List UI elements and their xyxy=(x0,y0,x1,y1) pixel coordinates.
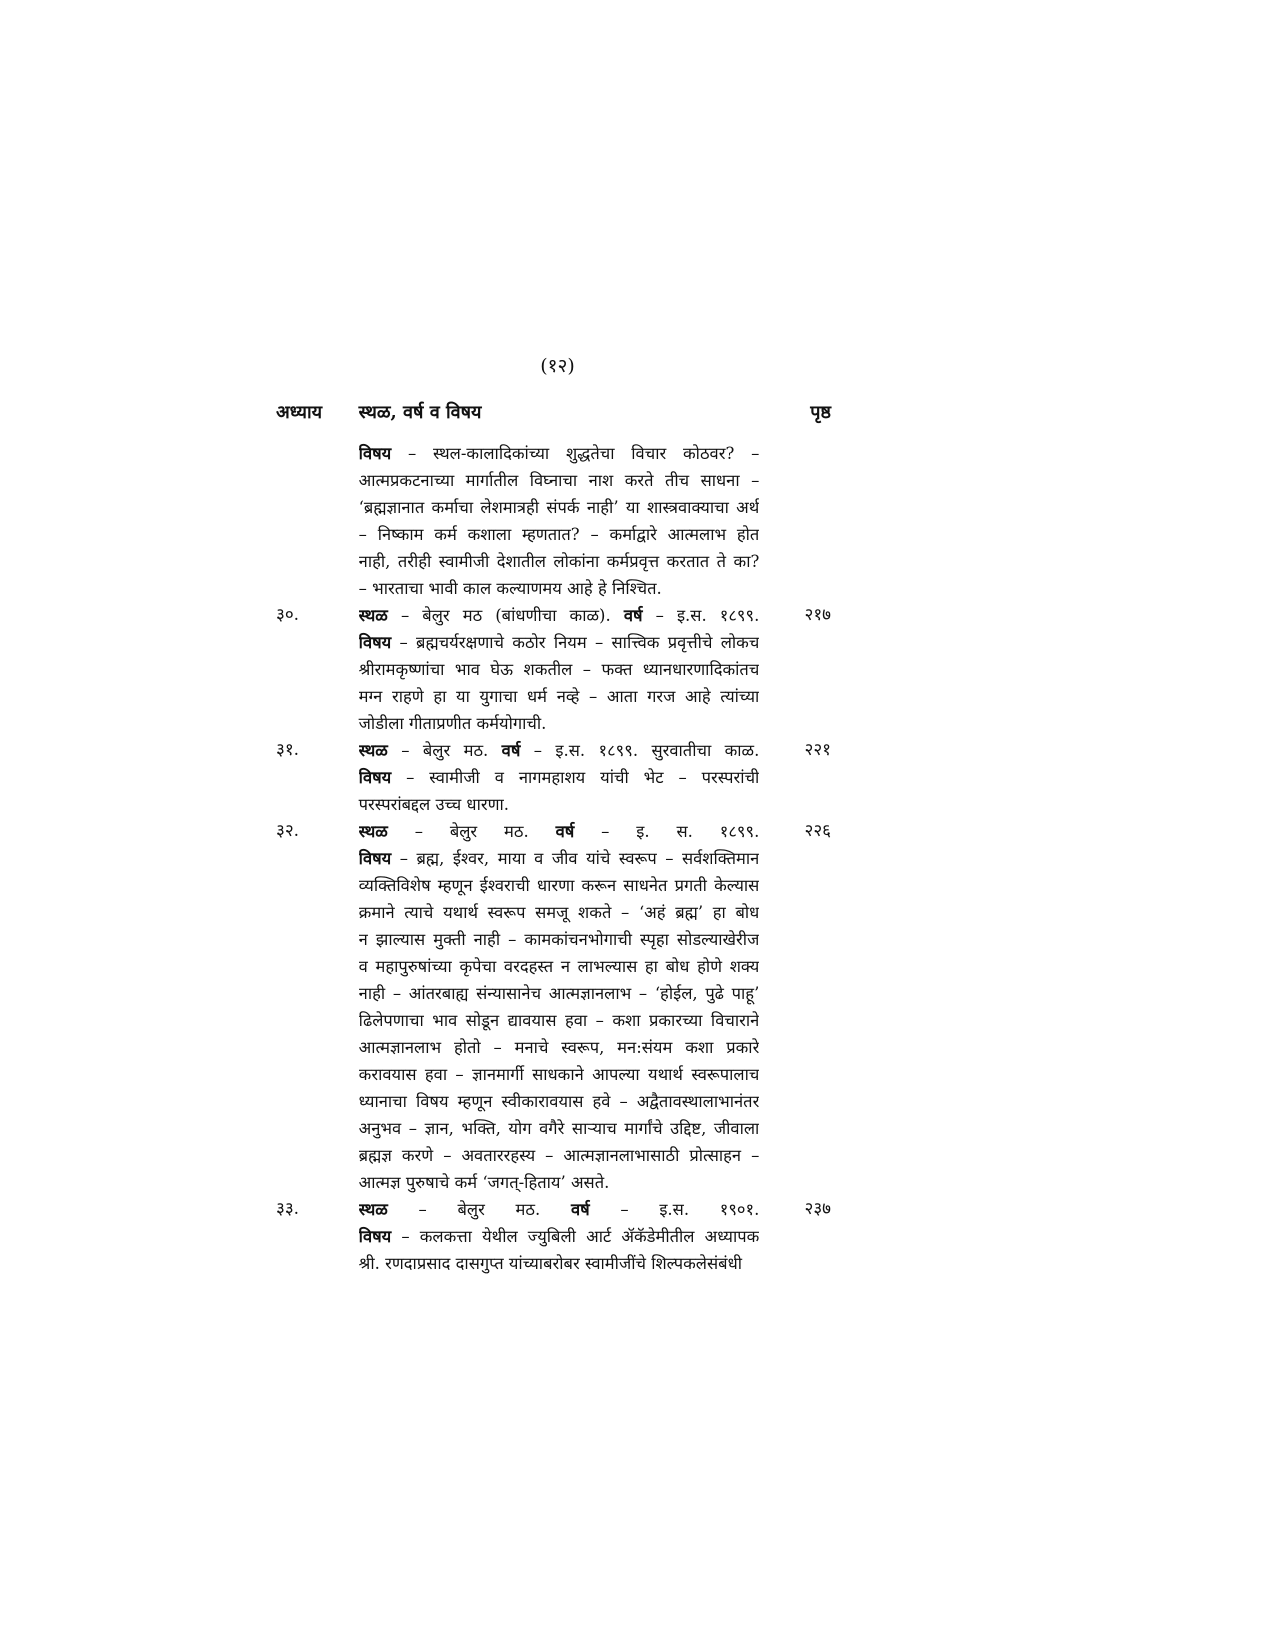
line-text: – ब्रह्म, ईश्वर, माया व जीव यांचे स्वरूप – सर्वशक्तिमान xyxy=(391,849,760,868)
field-label: स्थळ xyxy=(358,606,388,625)
entry-description xyxy=(349,737,760,818)
field-label: वर्ष xyxy=(501,741,521,760)
field-label: वर्ष xyxy=(623,606,643,625)
field-label: वर्ष xyxy=(555,822,575,841)
entry-line xyxy=(359,521,760,548)
line-text: – इ.स. १८९९. सुरवातीचा काळ. xyxy=(520,741,760,760)
entry-line xyxy=(359,683,760,710)
page-reference: २१७ xyxy=(804,605,832,625)
line-text: – बेलुर मठ. xyxy=(387,1200,571,1219)
line-text: ध्यानाचा विषय म्हणून स्वीकारावयास हवे – अद्वैतावस्थालाभानंतर xyxy=(358,1092,760,1111)
field-label: विषय xyxy=(358,1227,392,1246)
toc-entry xyxy=(276,1196,831,1277)
entry-line xyxy=(359,872,760,899)
entry-line xyxy=(359,710,760,737)
page-reference: २३७ xyxy=(804,1199,832,1219)
line-text: – इ.स. १९०१. xyxy=(589,1200,760,1219)
line-text: नाही, तरीही स्वामीजी देशातील लोकांना कर्मप्रवृत्त करतात ते का? xyxy=(358,552,760,571)
entry-line xyxy=(359,1088,760,1115)
entry-line xyxy=(359,737,760,764)
entry-line xyxy=(359,1223,760,1250)
chapter-number: ३३. xyxy=(276,1199,300,1219)
field-label: विषय xyxy=(358,849,392,868)
entry-line xyxy=(359,1007,760,1034)
entry-line xyxy=(359,1196,760,1223)
line-text: – इ. स. १८९९. xyxy=(574,822,760,841)
entry-line xyxy=(359,1169,760,1196)
line-text: व महापुरुषांच्या कृपेचा वरदहस्त न लाभल्यास हा बोध होणे शक्य xyxy=(358,957,760,976)
entry-line xyxy=(359,1061,760,1088)
entry-line xyxy=(359,656,760,683)
entry-description xyxy=(349,818,760,1196)
line-text: श्री. रणदाप्रसाद दासगुप्त यांच्याबरोबर स्वामीजींचे शिल्पकलेसंबंधी xyxy=(358,1254,742,1273)
field-label: विषय xyxy=(358,444,392,463)
entry-line xyxy=(359,575,760,602)
line-text: – भारताचा भावी काल कल्याणमय आहे हे निश्चित. xyxy=(358,579,662,598)
entry-line xyxy=(359,1115,760,1142)
entry-line xyxy=(359,548,760,575)
line-text: – कलकत्ता येथील ज्युबिली आर्ट ॲकॅडेमीतील अध्यापक xyxy=(391,1227,760,1246)
line-text: मग्न राहणे हा या युगाचा धर्म नव्हे – आता गरज आहे त्यांच्या xyxy=(358,687,760,706)
entry-line xyxy=(359,818,760,845)
entry-line xyxy=(359,764,760,791)
page-column-header: पृष्ठ xyxy=(810,402,832,423)
line-text: नाही – आंतरबाह्य संन्यासानेच आत्मज्ञानलाभ – ‘होईल, पुढे पाहू’ xyxy=(358,984,760,1003)
chapter-number: ३१. xyxy=(276,740,300,760)
topic-column-header: स्थळ, वर्ष व विषय xyxy=(358,402,482,423)
entry-line xyxy=(359,440,760,467)
entry-line xyxy=(359,980,760,1007)
entry-line xyxy=(359,845,760,872)
field-label: वर्ष xyxy=(570,1200,590,1219)
line-text: करावयास हवा – ज्ञानमार्गी साधकाने आपल्या यथार्थ स्वरूपालाच xyxy=(358,1065,760,1084)
toc-header xyxy=(276,400,831,430)
line-text: ब्रह्मज्ञ करणे – अवताररहस्य – आत्मज्ञानलाभासाठी प्रोत्साहन – xyxy=(358,1146,760,1165)
toc-entry xyxy=(276,440,831,602)
line-text: आत्मप्रकटनाच्या मार्गातील विघ्नाचा नाश करते तीच साधना – xyxy=(358,471,760,490)
field-label: स्थळ xyxy=(358,741,388,760)
page-number: (१२) xyxy=(540,355,575,377)
field-label: स्थळ xyxy=(358,1200,388,1219)
line-text: परस्परांबद्दल उच्च धारणा. xyxy=(358,795,510,814)
page-reference: २२१ xyxy=(804,740,832,760)
field-label: विषय xyxy=(358,633,392,652)
toc-entry xyxy=(276,737,831,818)
toc-entries xyxy=(276,440,831,1277)
line-text: – बेलुर मठ (बांधणीचा काळ). xyxy=(387,606,624,625)
line-text: व्यक्तिविशेष म्हणून ईश्वराची धारणा करून साधनेत प्रगती केल्यास xyxy=(358,876,760,895)
chapter-column-header: अध्याय xyxy=(276,402,323,423)
line-text: – बेलुर मठ. xyxy=(387,822,556,841)
entry-description xyxy=(349,1196,760,1277)
line-text: ढिलेपणाचा भाव सोडून द्यावयास हवा – कशा प्रकारच्या विचाराने xyxy=(358,1011,760,1030)
line-text: – इ.स. १८९९. xyxy=(642,606,760,625)
table-of-contents xyxy=(276,400,831,1277)
entry-line xyxy=(359,953,760,980)
line-text: अनुभव – ज्ञान, भक्ति, योग वगैरे साऱ्याच मार्गांचे उद्दिष्ट, जीवाला xyxy=(358,1119,760,1138)
chapter-number: ३०. xyxy=(276,605,300,625)
line-text: जोडीला गीताप्रणीत कर्मयोगाची. xyxy=(358,714,547,733)
line-text: श्रीरामकृष्णांचा भाव घेऊ शकतील – फक्त ध्यानधारणादिकांतच xyxy=(358,660,760,679)
entry-line xyxy=(359,629,760,656)
entry-line xyxy=(359,1250,760,1277)
line-text: ‘ब्रह्मज्ञानात कर्माचा लेशमात्रही संपर्क नाही’ या शास्त्रवाक्याचा अर्थ xyxy=(358,498,760,517)
line-text: – बेलुर मठ. xyxy=(387,741,502,760)
entry-line xyxy=(359,467,760,494)
line-text: – स्थल-कालादिकांच्या शुद्धतेचा विचार कोठवर? – xyxy=(391,444,760,463)
line-text: – निष्काम कर्म कशाला म्हणतात? – कर्माद्वारे आत्मलाभ होत xyxy=(358,525,760,544)
entry-description xyxy=(349,440,760,602)
entry-description xyxy=(349,602,760,737)
field-label: विषय xyxy=(358,768,392,787)
field-label: स्थळ xyxy=(358,822,388,841)
entry-line xyxy=(359,602,760,629)
entry-line xyxy=(359,1142,760,1169)
entry-line xyxy=(359,1034,760,1061)
line-text: आत्मज्ञ पुरुषाचे कर्म ‘जगत्-हिताय’ असते. xyxy=(358,1173,610,1192)
line-text: – स्वामीजी व नागमहाशय यांची भेट – परस्परांची xyxy=(391,768,760,787)
entry-line xyxy=(359,494,760,521)
line-text: न झाल्यास मुक्ती नाही – कामकांचनभोगाची स्पृहा सोडल्याखेरीज xyxy=(358,930,760,949)
chapter-number: ३२. xyxy=(276,821,300,841)
line-text: – ब्रह्मचर्यरक्षणाचे कठोर नियम – सात्त्विक प्रवृत्तीचे लोकच xyxy=(391,633,760,652)
entry-line xyxy=(359,791,760,818)
entry-line xyxy=(359,899,760,926)
toc-entry xyxy=(276,818,831,1196)
toc-entry xyxy=(276,602,831,737)
line-text: क्रमाने त्याचे यथार्थ स्वरूप समजू शकते – ‘अहं ब्रह्म’ हा बोध xyxy=(358,903,760,922)
page-reference: २२६ xyxy=(804,821,832,841)
line-text: आत्मज्ञानलाभ होतो – मनाचे स्वरूप, मन:संयम कशा प्रकारे xyxy=(358,1038,760,1057)
entry-line xyxy=(359,926,760,953)
